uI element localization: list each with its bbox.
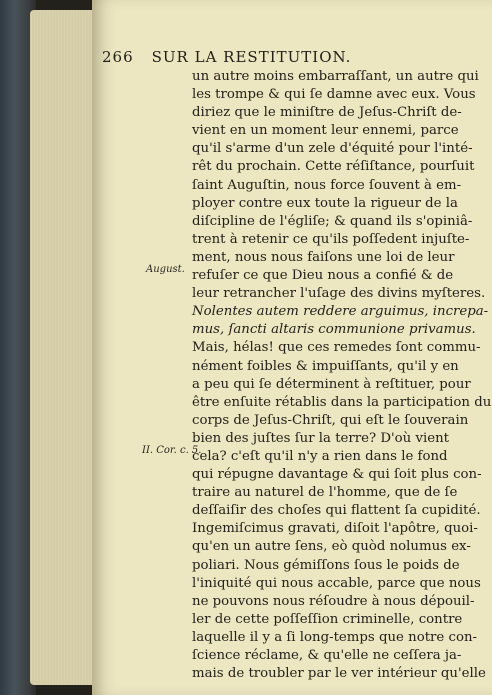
text-line: Mais, hélas! que ces remedes ſont commu-	[192, 340, 481, 356]
text-line: mais de troubler par le ver intérieur qu'elle	[192, 666, 486, 682]
text-line: deſſaiſir des choſes qui flattent ſa cupidité.	[192, 503, 481, 519]
page-header	[102, 48, 412, 66]
text-line: les trompe & qui ſe damne avec eux. Vous	[192, 87, 476, 103]
text-line: qu'en un autre ſens, eò quòd nolumus ex-	[192, 539, 471, 555]
text-line: un autre moins embarraſſant, un autre qui	[192, 69, 479, 84]
text-line: laquelle il y a ſi long-temps que notre con-	[192, 629, 478, 645]
running-title: SUR LA RESTITUTION.	[151, 48, 352, 66]
text-line: bien des juſtes ſur la terre? D'où vient	[192, 430, 450, 446]
page-number: 266	[102, 48, 134, 66]
text-line: leur retrancher l'uſage des divins myſteres.	[192, 286, 486, 302]
text-line: corps de Jeſus-Chriſt, qui eſt le ſouverain	[192, 412, 469, 428]
latin-quote-line: Nolentes autem reddere arguimus, increpa-	[192, 304, 489, 320]
body-text	[192, 68, 492, 683]
text-line: poliari. Nous gémiſſons ſous le poids de	[192, 557, 460, 573]
text-line: ment, nous nous faiſons une loi de leur	[192, 249, 455, 265]
text-line: a peu qui ſe déterminent à reſtituer, pour	[192, 376, 471, 392]
text-line: qui répugne davantage & qui ſoit plus con-	[192, 467, 482, 483]
text-line: rêt du prochain. Cette réſiſtance, pourſuit	[192, 159, 475, 175]
page-stack-edges	[30, 10, 96, 685]
text-line: ne pouvons nous réſoudre à nous dépouil-	[192, 593, 475, 609]
margin-note-august: August.	[146, 264, 185, 275]
text-line: ſaint Auguſtin, nous force ſouvent à em-	[192, 177, 462, 193]
text-line: diſcipline de l'égliſe; & quand ils s'opiniâ-	[192, 213, 473, 229]
text-line: ployer contre eux toute la rigueur de la	[192, 195, 458, 211]
text-line: vient en un moment leur ennemi, parce	[192, 123, 459, 139]
text-line: cela? c'eſt qu'il n'y a rien dans le fond	[192, 448, 448, 464]
text-line: diriez que le miniſtre de Jeſus-Chriſt de-	[192, 105, 462, 121]
text-line: nément foibles & impuiſſants, qu'il y en	[192, 358, 459, 374]
text-line: refuſer ce que Dieu nous a confié & de	[192, 268, 454, 284]
text-line: ſcience réclame, & qu'elle ne ceſſera ja-	[192, 648, 462, 663]
text-line: ler de cette poſſeſſion criminelle, contre	[192, 611, 463, 627]
text-line: être enſuite rétablis dans la participation du	[192, 394, 492, 410]
text-line: trent à retenir ce qu'ils poſſedent injuſte-	[192, 231, 470, 247]
latin-quote-line: mus, ſancti altaris communione privamus.	[192, 322, 476, 338]
text-line: qu'il s'arme d'un zele d'équité pour l'inté-	[192, 141, 473, 157]
text-line: l'iniquité qui nous accable, parce que nous	[192, 575, 481, 591]
text-line: Ingemiſcimus gravati, diſoit l'apôtre, quoi-	[192, 521, 478, 537]
margin-note-cor: II. Cor. c. 5.	[142, 445, 202, 456]
text-line: traire au naturel de l'homme, que de ſe	[192, 485, 458, 501]
